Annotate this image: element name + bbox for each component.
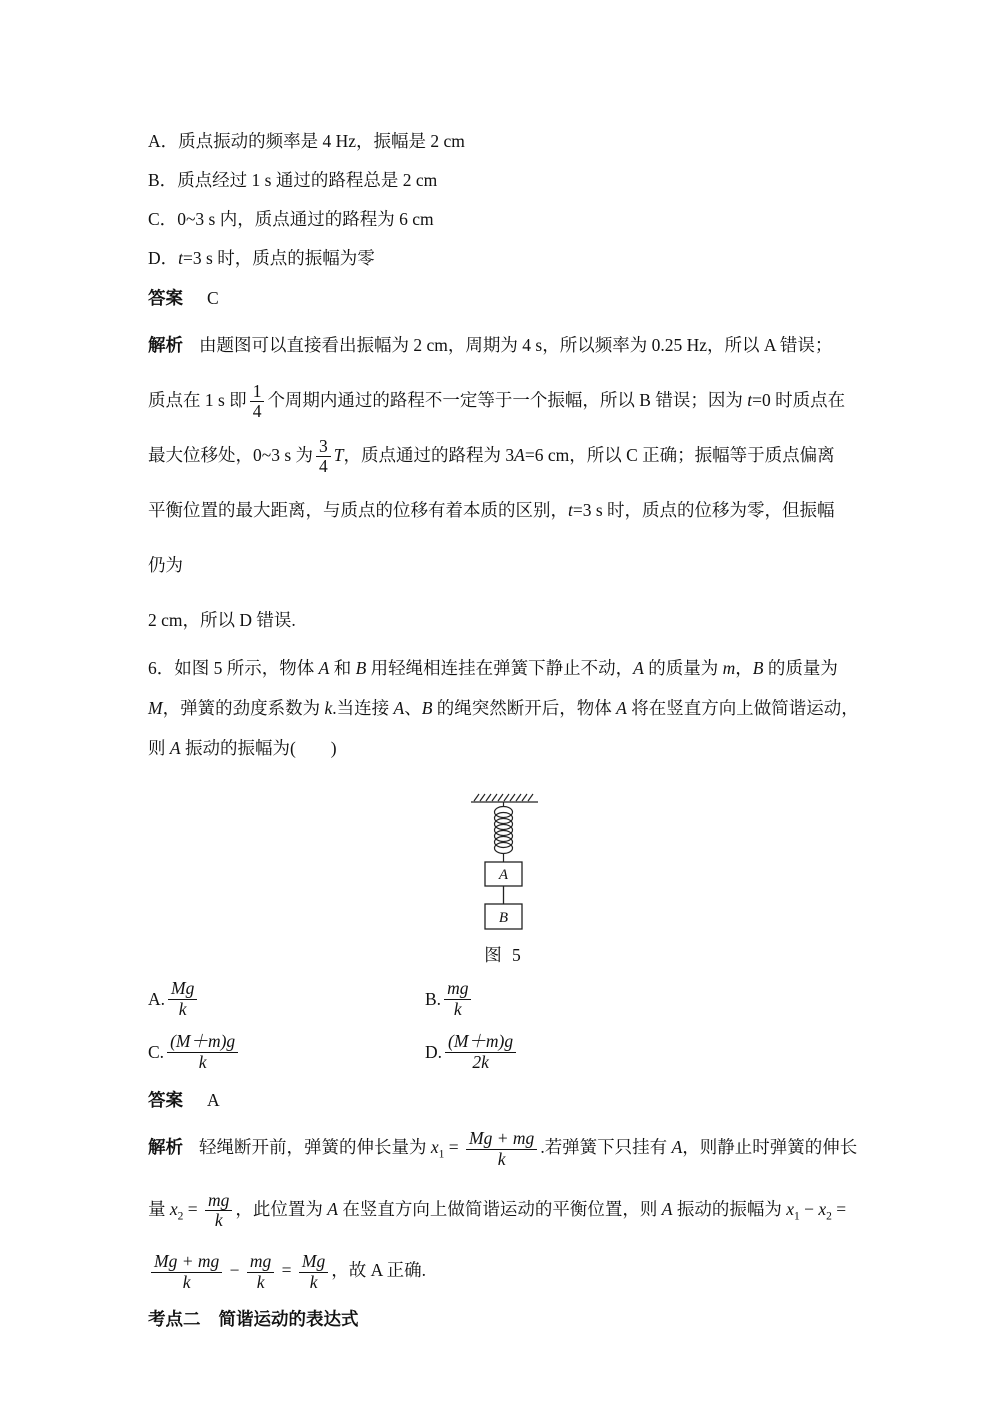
var-M: M bbox=[148, 698, 163, 718]
block-b-label: B bbox=[498, 910, 509, 926]
fraction-denominator: k bbox=[198, 1051, 207, 1072]
analysis-line bbox=[148, 1243, 860, 1297]
analysis-line bbox=[148, 318, 860, 373]
option-label: B. bbox=[425, 988, 442, 1009]
figure-caption: 图 5 bbox=[484, 945, 524, 965]
analysis-text: 最大位移处，0~3 s 为 bbox=[148, 445, 314, 465]
var-t: t bbox=[747, 390, 753, 410]
var-subscript: 2 bbox=[826, 1210, 832, 1223]
analysis-line bbox=[148, 1120, 860, 1182]
analysis-text: 在竖直方向上做简谐运动的平衡位置，则 bbox=[338, 1198, 662, 1219]
stem-text: ，弹簧的劲度系数为 bbox=[162, 698, 325, 718]
option-label: A． bbox=[148, 131, 179, 151]
section-heading bbox=[148, 1297, 860, 1341]
var-x2 bbox=[818, 1198, 832, 1223]
q5-analysis bbox=[148, 318, 860, 648]
var-x2 bbox=[169, 1198, 184, 1223]
option-label: D. bbox=[425, 1041, 443, 1062]
stem-text: 的绳突然断开后，物体 bbox=[432, 698, 617, 718]
stem-text: 、 bbox=[404, 698, 422, 718]
fraction-denominator: 2k bbox=[472, 1051, 489, 1072]
var-base: x bbox=[786, 1198, 794, 1219]
fraction-Mm-g-k bbox=[167, 1032, 238, 1072]
section-heading-title: 简谐运动的表达式 bbox=[218, 1309, 359, 1330]
var-subscript: 2 bbox=[177, 1210, 184, 1223]
option-text: 0~3 s 内，质点通过的路程为 6 cm bbox=[177, 209, 434, 229]
option-text: 质点振动的频率是 4 Hz，振幅是 2 cm bbox=[178, 131, 465, 151]
analysis-text: =3 s 时，质点的位移为零，但振幅 bbox=[572, 500, 835, 520]
analysis-text: 仍为 bbox=[148, 555, 183, 575]
var-subscript: 1 bbox=[793, 1210, 800, 1223]
var-x1 bbox=[786, 1198, 800, 1223]
equals-sign: = bbox=[183, 1198, 203, 1219]
analysis-line bbox=[148, 538, 860, 593]
var-A: A bbox=[616, 698, 627, 718]
fraction-denominator: k bbox=[214, 1210, 223, 1231]
spring-icon bbox=[495, 802, 513, 862]
analysis-text: 2 cm，所以 D 错误. bbox=[148, 610, 296, 630]
q5-answer-line bbox=[148, 278, 860, 318]
analysis-text: 个周期内通过的路程不一定等于一个振幅，所以 B 错误；因为 bbox=[267, 390, 748, 410]
var-B: B bbox=[421, 698, 433, 718]
answer-value: A bbox=[207, 1090, 220, 1111]
analysis-text: 质点在 1 s 即 bbox=[148, 390, 247, 410]
stem-text: 6．如图 5 所示，物体 bbox=[148, 658, 319, 678]
option-text: =3 s 时，质点的振幅为零 bbox=[183, 248, 375, 268]
q6-answer-line bbox=[148, 1080, 860, 1120]
var-base: x bbox=[430, 1137, 439, 1158]
fraction-mg-k bbox=[444, 979, 471, 1019]
section-heading-label: 考点二 bbox=[148, 1309, 201, 1330]
var-A: A bbox=[169, 738, 181, 758]
q6-option-a bbox=[148, 979, 425, 1019]
analysis-line bbox=[148, 373, 860, 428]
var-A: A bbox=[671, 1137, 683, 1158]
fraction-numerator: Mg bbox=[299, 1252, 328, 1273]
minus-sign: − bbox=[225, 1260, 244, 1281]
var-A: A bbox=[327, 1198, 338, 1219]
fraction-numerator: mg bbox=[205, 1191, 232, 1212]
analysis-label: 解析 bbox=[148, 335, 183, 355]
fraction-Mm-g-2k bbox=[445, 1032, 516, 1072]
q5-option-a bbox=[148, 122, 860, 161]
var-base: x bbox=[818, 1198, 827, 1219]
var-A: A bbox=[633, 658, 644, 678]
analysis-text: 轻绳断开前，弹簧的伸长量为 bbox=[199, 1137, 431, 1158]
analysis-text: .若弹簧下只挂有 bbox=[540, 1137, 672, 1158]
analysis-text: 振动的振幅为 bbox=[672, 1198, 787, 1219]
fraction-numerator: mg bbox=[247, 1252, 274, 1273]
q5-option-b bbox=[148, 161, 860, 200]
fraction-denominator: k bbox=[309, 1271, 318, 1292]
fraction-three-quarters bbox=[316, 437, 331, 477]
stem-text: 的质量为 bbox=[763, 658, 838, 678]
analysis-text: ，则静止时弹簧的伸长 bbox=[682, 1137, 858, 1158]
q6-stem-line bbox=[148, 688, 860, 728]
var-A: A bbox=[514, 445, 525, 465]
fraction-numerator: Mg + mg bbox=[151, 1252, 222, 1273]
fraction-Mg-plus-mg-k bbox=[151, 1252, 222, 1292]
fraction-denominator: 4 bbox=[252, 401, 262, 422]
stem-text: 和 bbox=[329, 658, 356, 678]
analysis-text: ，此位置为 bbox=[235, 1198, 328, 1219]
option-label: C. bbox=[148, 1041, 165, 1062]
block-a bbox=[485, 862, 522, 886]
fraction-numerator: 1 bbox=[250, 382, 265, 403]
q6-option-b bbox=[425, 979, 519, 1019]
var-B: B bbox=[355, 658, 367, 678]
analysis-line bbox=[148, 483, 860, 538]
equals-sign: = bbox=[444, 1137, 464, 1158]
stem-text: 将在竖直方向上做简谐运动， bbox=[626, 698, 859, 718]
var-B: B bbox=[752, 658, 764, 678]
option-text: 质点经过 1 s 通过的路程总是 2 cm bbox=[177, 170, 438, 190]
fraction-numerator: Mg bbox=[168, 979, 197, 1000]
fraction-denominator: k bbox=[182, 1271, 191, 1292]
ceiling-hatch bbox=[471, 794, 538, 802]
minus-sign: − bbox=[799, 1198, 819, 1219]
fraction-denominator: 4 bbox=[319, 456, 328, 477]
analysis-line bbox=[148, 1182, 860, 1244]
stem-text: ， bbox=[735, 658, 753, 678]
option-label: C． bbox=[148, 209, 178, 229]
equals-sign: = bbox=[277, 1260, 296, 1281]
fraction-denominator: k bbox=[178, 998, 187, 1019]
analysis-text: 由题图可以直接看出振幅为 2 cm，周期为 4 s，所以频率为 0.25 Hz，所以 A 错误； bbox=[199, 335, 833, 355]
var-x1 bbox=[430, 1137, 445, 1161]
analysis-text: =0 时质点在 bbox=[752, 390, 846, 410]
stem-text: 用轻绳相连挂在弹簧下静止不动， bbox=[366, 658, 634, 678]
analysis-line bbox=[148, 593, 860, 648]
var-A: A bbox=[661, 1198, 673, 1219]
fraction-Mg-k bbox=[299, 1252, 328, 1292]
var-A: A bbox=[318, 658, 330, 678]
answer-label: 答案 bbox=[148, 288, 183, 308]
equals-sign: = bbox=[831, 1198, 847, 1219]
block-b bbox=[485, 904, 522, 929]
var-t: t bbox=[568, 500, 573, 520]
option-label: A. bbox=[148, 988, 166, 1009]
q6-options bbox=[148, 979, 860, 1072]
var-k: k bbox=[324, 698, 333, 718]
var-base: x bbox=[169, 1198, 178, 1219]
answer-value: C bbox=[207, 288, 219, 308]
fraction-numerator: 3 bbox=[316, 437, 331, 458]
fraction-Mg-k bbox=[168, 979, 197, 1019]
fraction-denominator: k bbox=[256, 1271, 265, 1292]
stem-text: 的质量为 bbox=[643, 658, 723, 678]
stem-text: 振动的振幅为( ) bbox=[180, 738, 337, 758]
analysis-text: 量 bbox=[148, 1198, 170, 1219]
option-label: B． bbox=[148, 170, 178, 190]
fraction-numerator: (M＋m)g bbox=[167, 1032, 238, 1053]
option-label: D． bbox=[148, 248, 179, 268]
analysis-label: 解析 bbox=[148, 1137, 183, 1158]
fraction-one-quarter bbox=[250, 382, 265, 422]
analysis-text: =6 cm，所以 C 正确；振幅等于质点偏离 bbox=[524, 445, 835, 465]
spring-blocks-diagram bbox=[433, 792, 575, 932]
q6-stem-line bbox=[148, 648, 860, 688]
fraction-numerator: Mg + mg bbox=[466, 1129, 537, 1150]
var-A: A bbox=[393, 698, 405, 718]
q6-stem-line bbox=[148, 728, 860, 768]
analysis-text: ，故 A 正确. bbox=[331, 1260, 427, 1281]
fraction-denominator: k bbox=[497, 1148, 506, 1169]
q6-option-d bbox=[425, 1032, 519, 1072]
var-t: t bbox=[178, 248, 184, 268]
fraction-denominator: k bbox=[453, 998, 462, 1019]
analysis-text: 平衡位置的最大距离，与质点的位移有着本质的区别， bbox=[148, 500, 568, 520]
analysis-text: ，质点通过的路程为 3 bbox=[343, 445, 515, 465]
fraction-numerator: mg bbox=[444, 979, 471, 1000]
fraction-numerator: (M＋m)g bbox=[445, 1032, 516, 1053]
analysis-line bbox=[148, 428, 860, 483]
q5-options bbox=[148, 122, 860, 278]
answer-label: 答案 bbox=[148, 1090, 183, 1111]
q5-option-d bbox=[148, 239, 860, 278]
var-T: T bbox=[333, 445, 344, 465]
stem-text: 则 bbox=[148, 738, 170, 758]
q5-option-c bbox=[148, 200, 860, 239]
figure-5 bbox=[148, 792, 860, 967]
var-subscript: 1 bbox=[438, 1148, 445, 1161]
fraction-mg-k bbox=[205, 1191, 232, 1231]
q6-analysis bbox=[148, 1120, 860, 1297]
block-a-label: A bbox=[498, 867, 509, 883]
fraction-mg-k bbox=[247, 1252, 274, 1292]
stem-text: .当连接 bbox=[332, 698, 394, 718]
fraction-Mg-plus-mg-k bbox=[466, 1129, 537, 1169]
var-m: m bbox=[722, 658, 736, 678]
q6-option-c bbox=[148, 1032, 425, 1072]
q6-stem bbox=[148, 648, 860, 768]
